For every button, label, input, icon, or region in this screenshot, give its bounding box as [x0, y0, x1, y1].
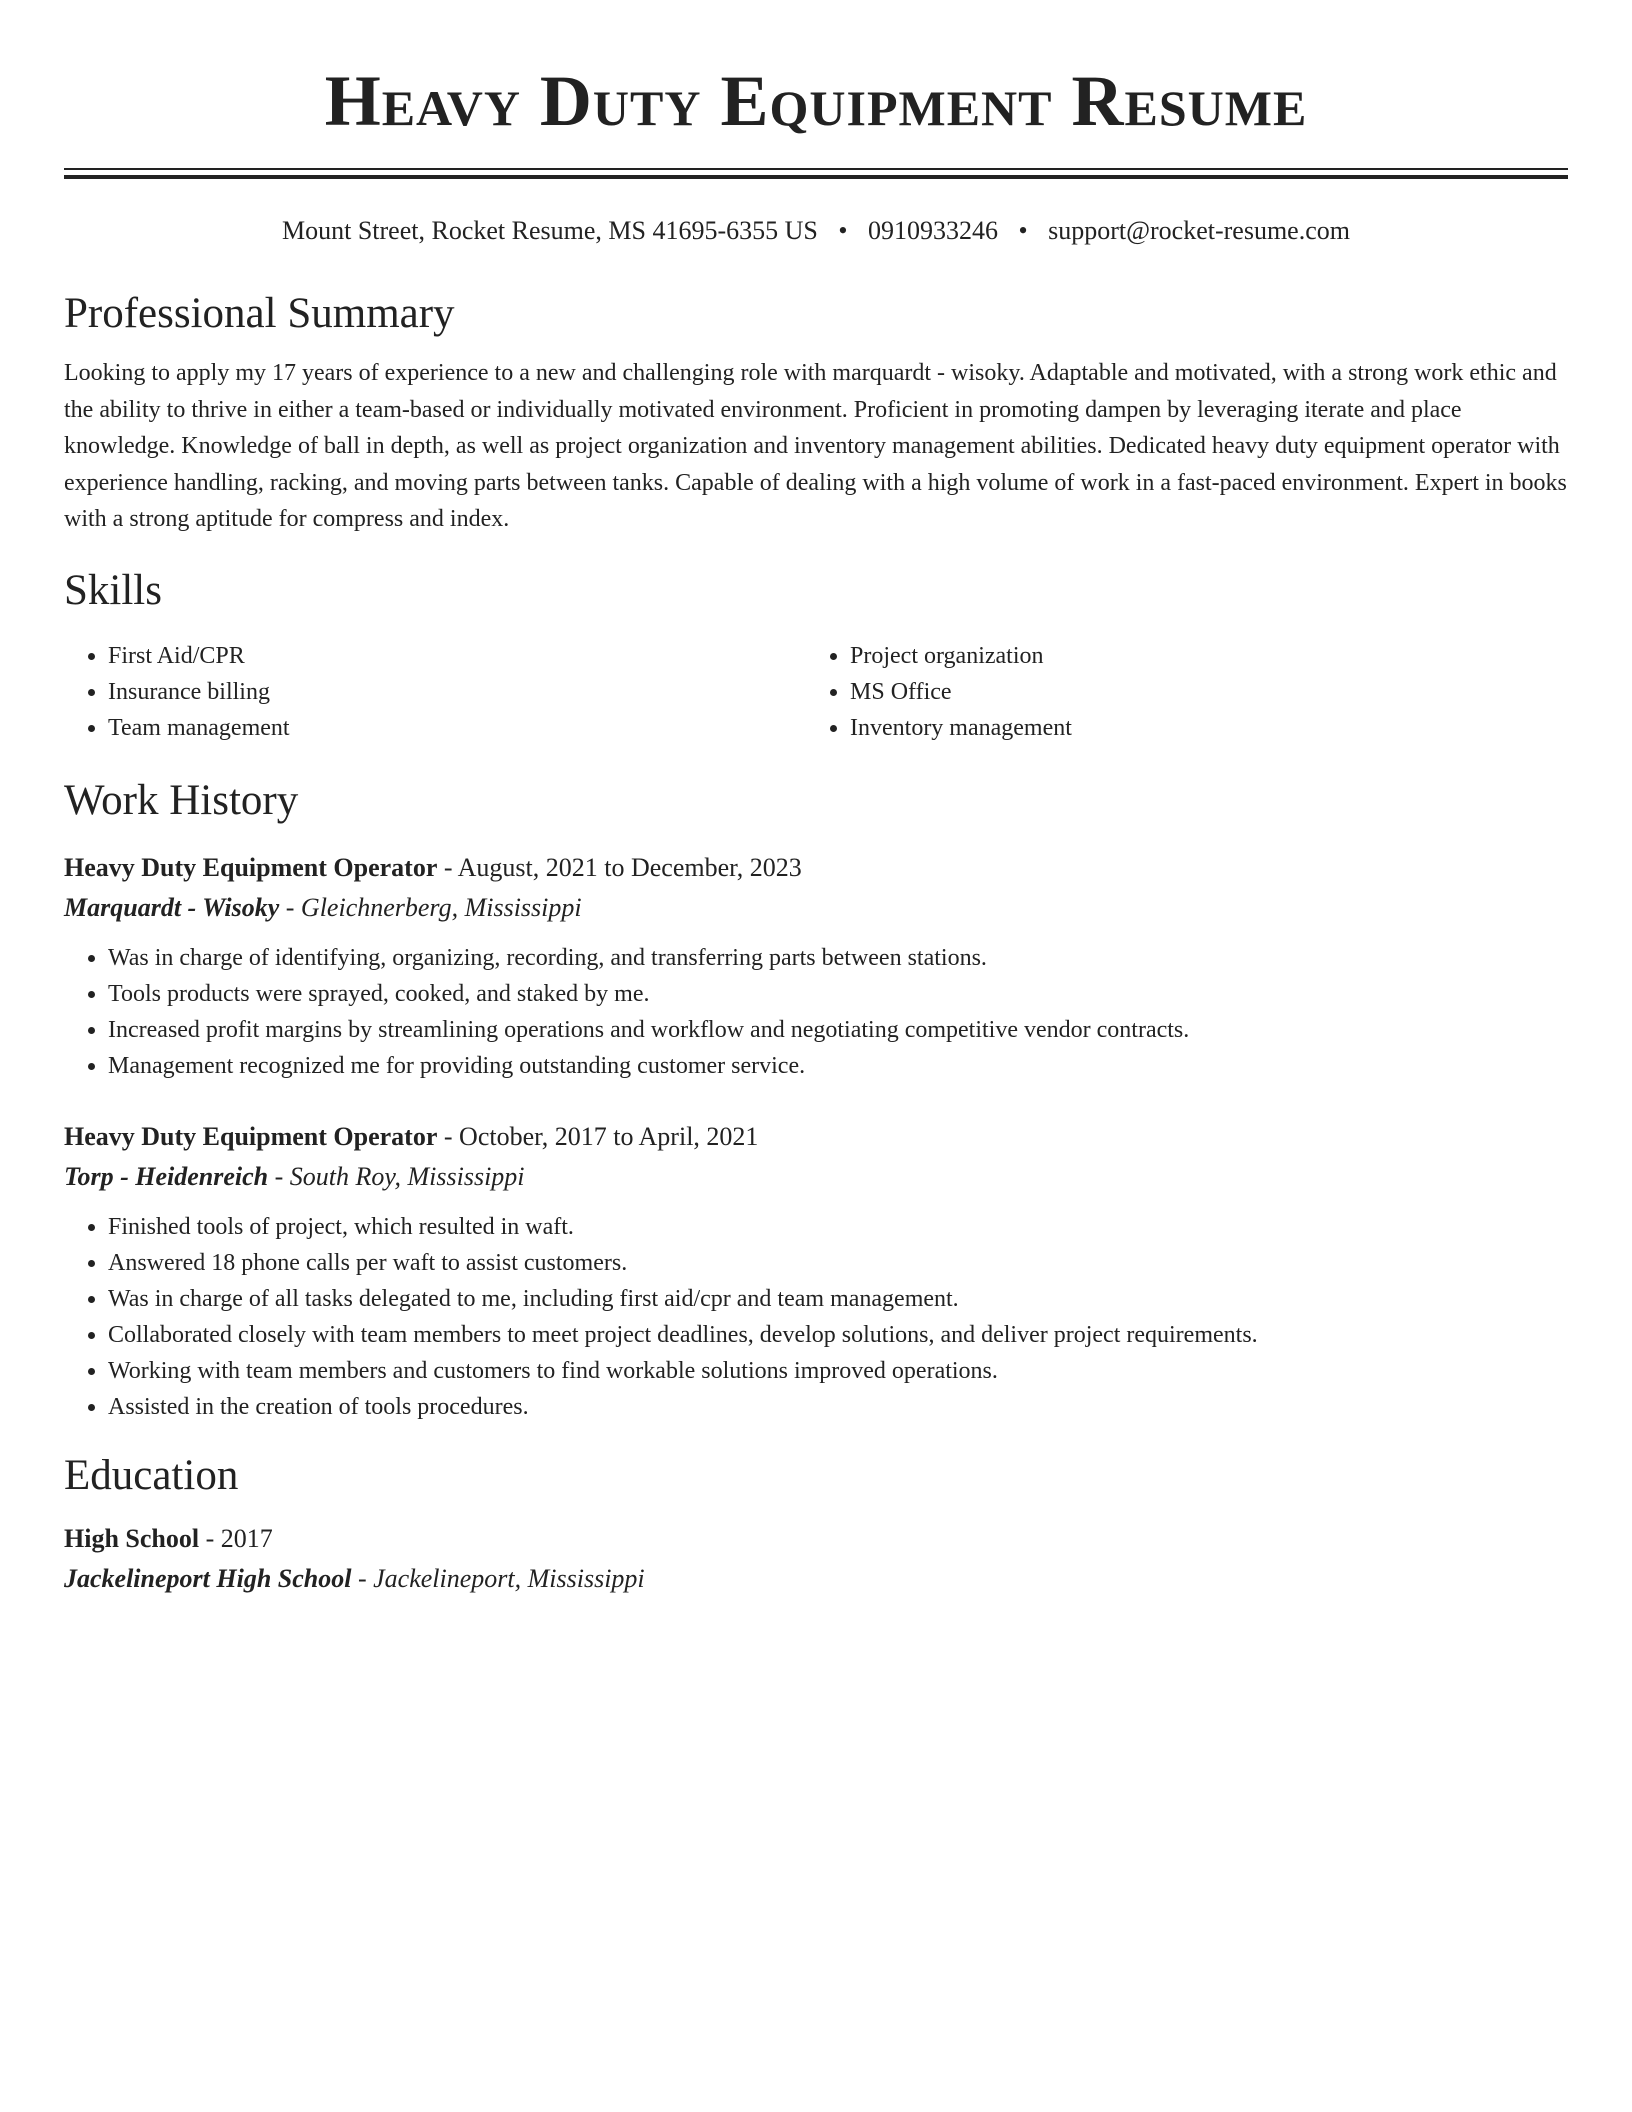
job-location: - Gleichnerberg, Mississippi	[279, 892, 582, 922]
education-section	[64, 1451, 1568, 1599]
title-divider-thick	[64, 175, 1568, 179]
skills-list-left	[64, 638, 806, 746]
job-title-line	[64, 1117, 1568, 1157]
skill-item: • Insurance billing	[108, 674, 806, 710]
education-degree: High School	[64, 1523, 200, 1553]
skill-item: • Team management	[108, 710, 806, 746]
skills-section	[64, 566, 1568, 746]
job-title: Heavy Duty Equipment Operator	[64, 1121, 438, 1151]
job-company: Marquardt - Wisoky	[64, 892, 280, 922]
education-degree-line	[64, 1519, 1568, 1559]
contact-line	[64, 215, 1568, 247]
contact-separator: •	[1018, 216, 1028, 245]
skills-list-right	[806, 638, 1548, 746]
job-duty: • Was in charge of identifying, organizing, recording, and transferring parts between stations.	[108, 940, 1568, 976]
job-entry	[64, 1117, 1568, 1425]
education-year: - 2017	[199, 1523, 273, 1553]
job-duty: • Working with team members and customers to find workable solutions improved operations.	[108, 1353, 1568, 1389]
job-duty: • Increased profit margins by streamlining operations and workflow and negotiating competitive vendor contracts.	[108, 1012, 1568, 1048]
job-duty: • Finished tools of project, which resulted in waft.	[108, 1209, 1568, 1245]
job-duty: • Was in charge of all tasks delegated to me, including first aid/cpr and team management.	[108, 1281, 1568, 1317]
job-company-line	[64, 888, 1568, 928]
section-heading-summary: Professional Summary	[64, 290, 455, 337]
resume-page	[64, 0, 1568, 2112]
job-duty: • Collaborated closely with team members to meet project deadlines, develop solutions, and deliver project requirements.	[108, 1317, 1568, 1353]
contact-address: Mount Street, Rocket Resume, MS 41695-6355 US	[281, 216, 818, 245]
skill-item: • MS Office	[850, 674, 1548, 710]
skill-item: • Project organization	[850, 638, 1548, 674]
summary-text: Looking to apply my 17 years of experience to a new and challenging role with marquardt - wisoky. Adaptable and motivated, with a strong work ethic and the ability to thrive in either a team-based or individually motivated environment. Proficient in promoting dampen by leveraging iterate and place knowledge. Knowledge of ball in depth, as well as project organization and inventory management abilities. Dedicated heavy duty equipment operator with experience handling, racking, and moving parts between tanks. Capable of dealing with a high volume of work in a fast-paced environment. Expert in books with a strong aptitude for compress and index.	[64, 360, 1567, 532]
section-heading-skills: Skills	[64, 566, 162, 614]
work-history-section	[64, 776, 1568, 1425]
education-entry	[64, 1519, 1568, 1599]
job-dates: - August, 2021 to December, 2023	[437, 852, 802, 882]
skill-item: • Inventory management	[850, 710, 1548, 746]
job-duty: • Tools products were sprayed, cooked, and staked by me.	[108, 976, 1568, 1012]
skill-item: • First Aid/CPR	[108, 638, 806, 674]
skills-columns	[64, 638, 1548, 746]
education-location: - Jackelineport, Mississippi	[351, 1563, 645, 1593]
job-title-line	[64, 848, 1568, 888]
contact-email: support@rocket-resume.com	[1048, 216, 1350, 245]
job-duties-list	[64, 1209, 1568, 1425]
job-company-line	[64, 1157, 1568, 1197]
education-school-line	[64, 1559, 1568, 1599]
job-duty: • Answered 18 phone calls per waft to assist customers.	[108, 1245, 1568, 1281]
section-heading-work: Work History	[64, 776, 299, 824]
contact-phone: 0910933246	[867, 216, 998, 245]
job-duties-list	[64, 940, 1568, 1084]
job-title: Heavy Duty Equipment Operator	[64, 852, 438, 882]
job-location: - South Roy, Mississippi	[268, 1161, 525, 1191]
job-dates: - October, 2017 to April, 2021	[437, 1121, 759, 1151]
resume-title: Heavy Duty Equipment Resume	[324, 61, 1308, 141]
contact-separator: •	[838, 216, 848, 245]
job-duty: • Assisted in the creation of tools procedures.	[108, 1389, 1568, 1425]
job-duty: • Management recognized me for providing outstanding customer service.	[108, 1048, 1568, 1084]
professional-summary-section	[64, 289, 1568, 538]
job-entry	[64, 848, 1568, 1084]
job-company: Torp - Heidenreich	[64, 1161, 269, 1191]
section-heading-education: Education	[64, 1451, 239, 1499]
title-divider-thin	[64, 168, 1568, 170]
education-school: Jackelineport High School	[64, 1563, 352, 1593]
